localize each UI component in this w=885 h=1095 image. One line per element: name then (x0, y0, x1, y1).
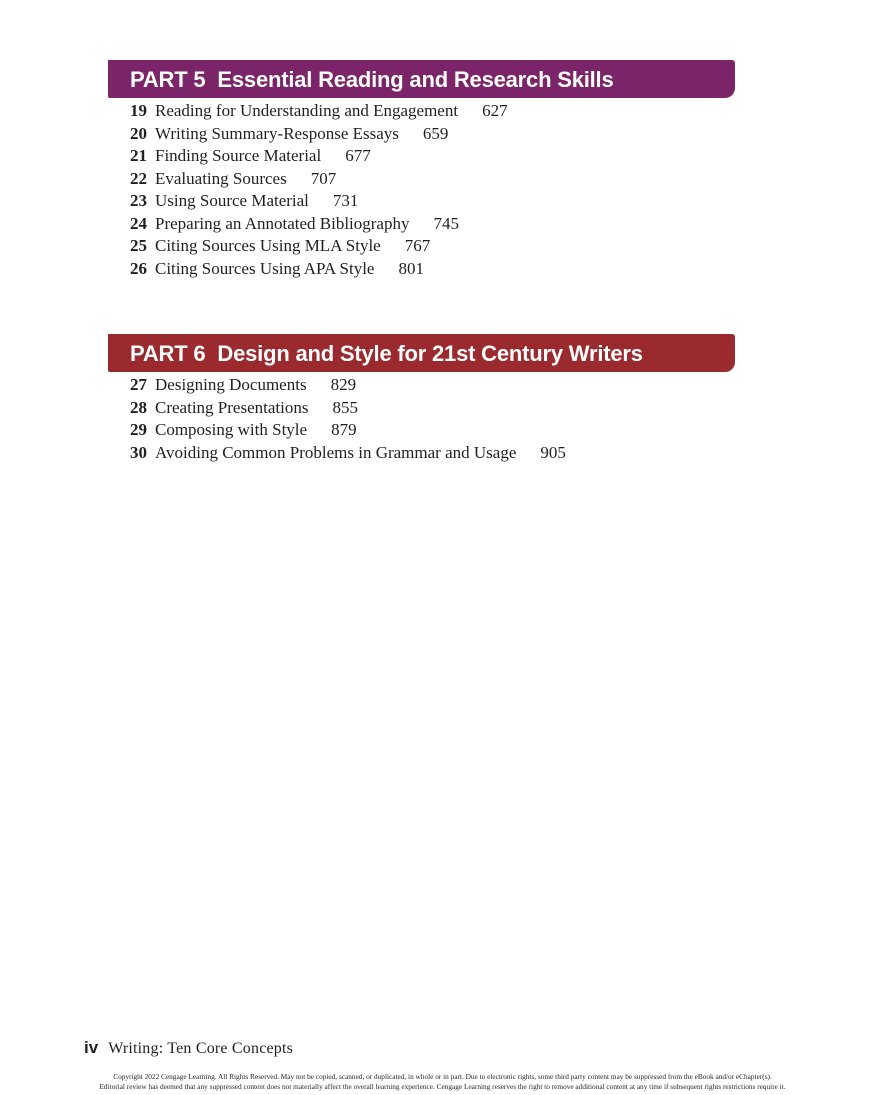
chapter-page: 879 (331, 420, 357, 439)
chapter-number: 19 (130, 101, 147, 120)
chapter-number: 20 (130, 123, 147, 143)
part-5-section (108, 60, 735, 280)
chapter-title: Preparing an Annotated Bibliography (155, 213, 410, 233)
chapter-number: 30 (130, 442, 147, 462)
chapter-title: Writing Summary-Response Essays (155, 123, 399, 143)
chapter-number: 22 (130, 168, 147, 188)
chapter-title: Using Source Material (155, 191, 309, 210)
chapter-number: 29 (130, 420, 147, 439)
part-5-chapter-list (108, 100, 735, 280)
page-folio: iv (84, 1038, 99, 1057)
chapter-number: 23 (130, 191, 147, 210)
chapter-title: Citing Sources Using APA Style (155, 258, 375, 278)
chapter-title: Evaluating Sources (155, 168, 287, 188)
copyright-notice (0, 1072, 885, 1092)
chapter-number: 28 (130, 397, 147, 417)
chapter-title: Composing with Style (155, 420, 308, 439)
part-6-title: Design and Style for 21st Century Writers (217, 341, 643, 366)
chapter-page: 767 (404, 236, 431, 255)
chapter-page: 905 (540, 442, 566, 462)
part-6-header (108, 334, 735, 372)
chapter-title: Creating Presentations (155, 397, 309, 417)
toc-item[interactable] (130, 168, 735, 191)
toc-item[interactable] (130, 123, 735, 146)
part-5-label: PART 5 (130, 67, 206, 92)
chapter-title: Designing Documents (155, 375, 307, 394)
toc-item[interactable] (130, 190, 735, 213)
chapter-title: Finding Source Material (155, 146, 322, 165)
chapter-number: 25 (130, 236, 147, 255)
chapter-page: 801 (398, 258, 424, 278)
toc-item[interactable] (130, 235, 735, 258)
chapter-page: 731 (332, 191, 359, 210)
book-title: Writing: Ten Core Concepts (108, 1040, 294, 1057)
copyright-line-2: Editorial review has deemed that any suppressed content does not materially affect the overall learning experience. Cengage Learning reserves the right to remove additional content at any time if subsequent rights restrictions require it. (99, 1082, 786, 1091)
chapter-page: 745 (433, 213, 459, 233)
chapter-title: Reading for Understanding and Engagement (155, 101, 459, 120)
part-5-header (108, 60, 735, 98)
chapter-number: 24 (130, 213, 147, 233)
chapter-number: 26 (130, 258, 147, 278)
chapter-page: 707 (310, 168, 337, 188)
toc-item[interactable] (130, 213, 735, 236)
part-5-title: Essential Reading and Research Skills (217, 67, 614, 92)
chapter-number: 21 (130, 146, 147, 165)
chapter-page: 829 (330, 375, 357, 394)
copyright-line-1: Copyright 2022 Cengage Learning. All Rights Reserved. May not be copied, scanned, or duplicated, in whole or in part. Due to electronic rights, some third party content may be suppressed from the eBook and/or eChapter(s). (113, 1072, 772, 1081)
part-6-section (108, 334, 735, 464)
toc-item[interactable] (130, 100, 735, 123)
page-footer (84, 1038, 293, 1058)
chapter-title: Avoiding Common Problems in Grammar and Usage (155, 442, 517, 462)
toc-item[interactable] (130, 442, 735, 465)
part-6-label: PART 6 (130, 341, 206, 366)
chapter-page: 627 (482, 101, 508, 120)
chapter-page: 659 (422, 123, 449, 143)
toc-item[interactable] (130, 258, 735, 281)
toc-item[interactable] (130, 374, 735, 397)
toc-item[interactable] (130, 397, 735, 420)
chapter-number: 27 (130, 375, 147, 394)
part-6-chapter-list (108, 374, 735, 464)
toc-item[interactable] (130, 419, 735, 442)
toc-item[interactable] (130, 145, 735, 168)
chapter-title: Citing Sources Using MLA Style (155, 236, 381, 255)
chapter-page: 677 (345, 146, 371, 165)
chapter-page: 855 (332, 397, 358, 417)
